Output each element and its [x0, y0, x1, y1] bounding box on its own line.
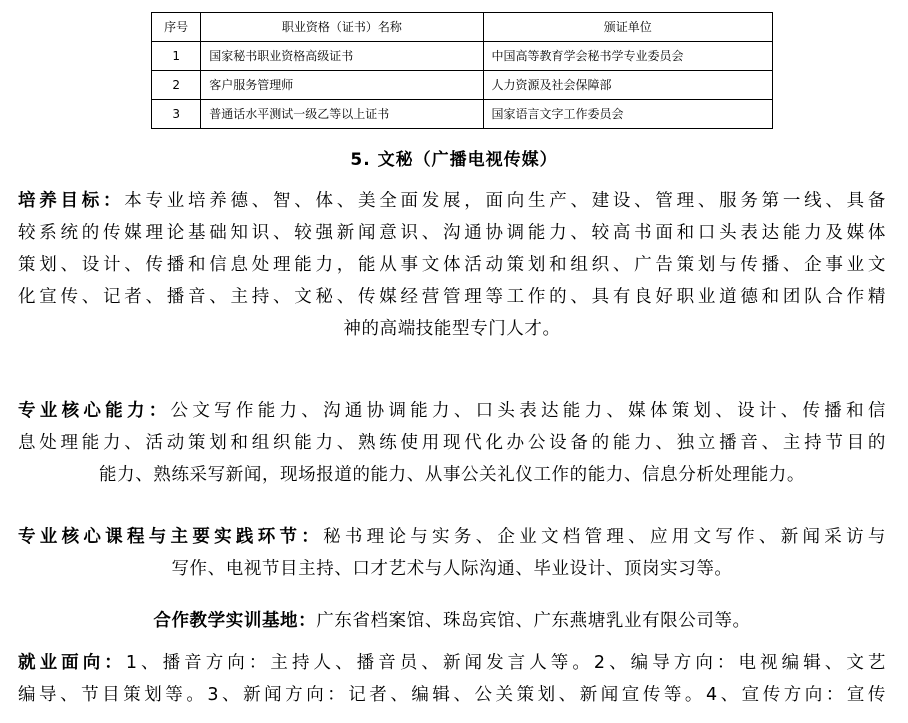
table-row	[152, 42, 773, 71]
row-serial: 1	[152, 42, 201, 71]
row-issuer: 中国高等教育学会秘书学专业委员会	[483, 42, 772, 71]
text-line: 写作、电视节目主持、口才艺术与人际沟通、毕业设计、顶岗实习等。	[171, 559, 733, 579]
text-line: 息处理能力、活动策划和组织能力、熟练使用现代化办公设备的能力、独立播音、主持节目的	[18, 433, 886, 453]
text-line: 能力、熟练采写新闻，现场报道的能力、从事公关礼仪工作的能力、信息分析处理能力。	[99, 465, 805, 485]
table-row	[152, 100, 773, 129]
text-line: 策划、设计、传播和信息处理能力，能从事文体活动策划和组织、广告策划与传播、企事业文	[18, 255, 886, 275]
row-issuer: 国家语言文字工作委员会	[483, 100, 772, 129]
training-goals-paragraph	[18, 185, 886, 345]
employment-text: 1、播音方向：主持人、播音员、新闻发言人等。2、编导方向：电视编辑、文艺	[125, 653, 886, 673]
training-base-paragraph	[18, 605, 886, 637]
training-base-text: 广东省档案馆、珠岛宾馆、广东燕塘乳业有限公司等。	[316, 611, 751, 631]
text-line	[18, 647, 886, 679]
training-goals-label: 培养目标：	[18, 191, 125, 211]
text-line: 较系统的传媒理论基础知识、较强新闻意识、沟通协调能力、较高书面和口头表达能力及媒体	[18, 223, 886, 243]
row-issuer: 人力资源及社会保障部	[483, 71, 772, 100]
core-ability-label: 专业核心能力：	[18, 401, 171, 421]
core-courses-label: 专业核心课程与主要实践环节：	[18, 527, 324, 547]
text-line: 神的高端技能型专门人才。	[343, 319, 561, 339]
header-serial: 序号	[152, 13, 201, 42]
text-line: 编导、节目策划等。3、新闻方向：记者、编辑、公关策划、新闻宣传等。4、宣传方向：宣传	[18, 685, 886, 705]
header-issuer: 颁证单位	[483, 13, 772, 42]
text-line	[18, 395, 886, 427]
core-courses-text: 秘书理论与实务、企业文档管理、应用文写作、新闻采访与	[323, 527, 886, 547]
text-line	[18, 185, 886, 217]
text-line: 化宣传、记者、播音、主持、文秘、传媒经营管理等工作的、具有良好职业道德和团队合作精	[18, 287, 886, 307]
row-serial: 2	[152, 71, 201, 100]
table-header-row	[152, 13, 773, 42]
training-goals-text: 本专业培养德、智、体、美全面发展，面向生产、建设、管理、服务第一线、具备	[124, 191, 887, 211]
row-serial: 3	[152, 100, 201, 129]
core-ability-text: 公文写作能力、沟通协调能力、口头表达能力、媒体策划、设计、传播和信	[170, 401, 886, 421]
row-cert-name: 客户服务管理师	[201, 71, 483, 100]
certificate-table	[151, 12, 773, 129]
row-cert-name: 国家秘书职业资格高级证书	[201, 42, 483, 71]
employment-label: 就业面向：	[18, 653, 126, 673]
core-ability-paragraph	[18, 395, 886, 491]
employment-paragraph	[18, 647, 886, 711]
header-cert-name: 职业资格（证书）名称	[201, 13, 483, 42]
row-cert-name: 普通话水平测试一级乙等以上证书	[201, 100, 483, 129]
text-line	[18, 521, 886, 553]
core-courses-paragraph	[18, 521, 886, 585]
training-base-label: 合作教学实训基地：	[153, 611, 317, 631]
text-line	[18, 605, 886, 637]
section-title: 5. 文秘（广播电视传媒）	[350, 150, 558, 170]
table-row	[152, 71, 773, 100]
